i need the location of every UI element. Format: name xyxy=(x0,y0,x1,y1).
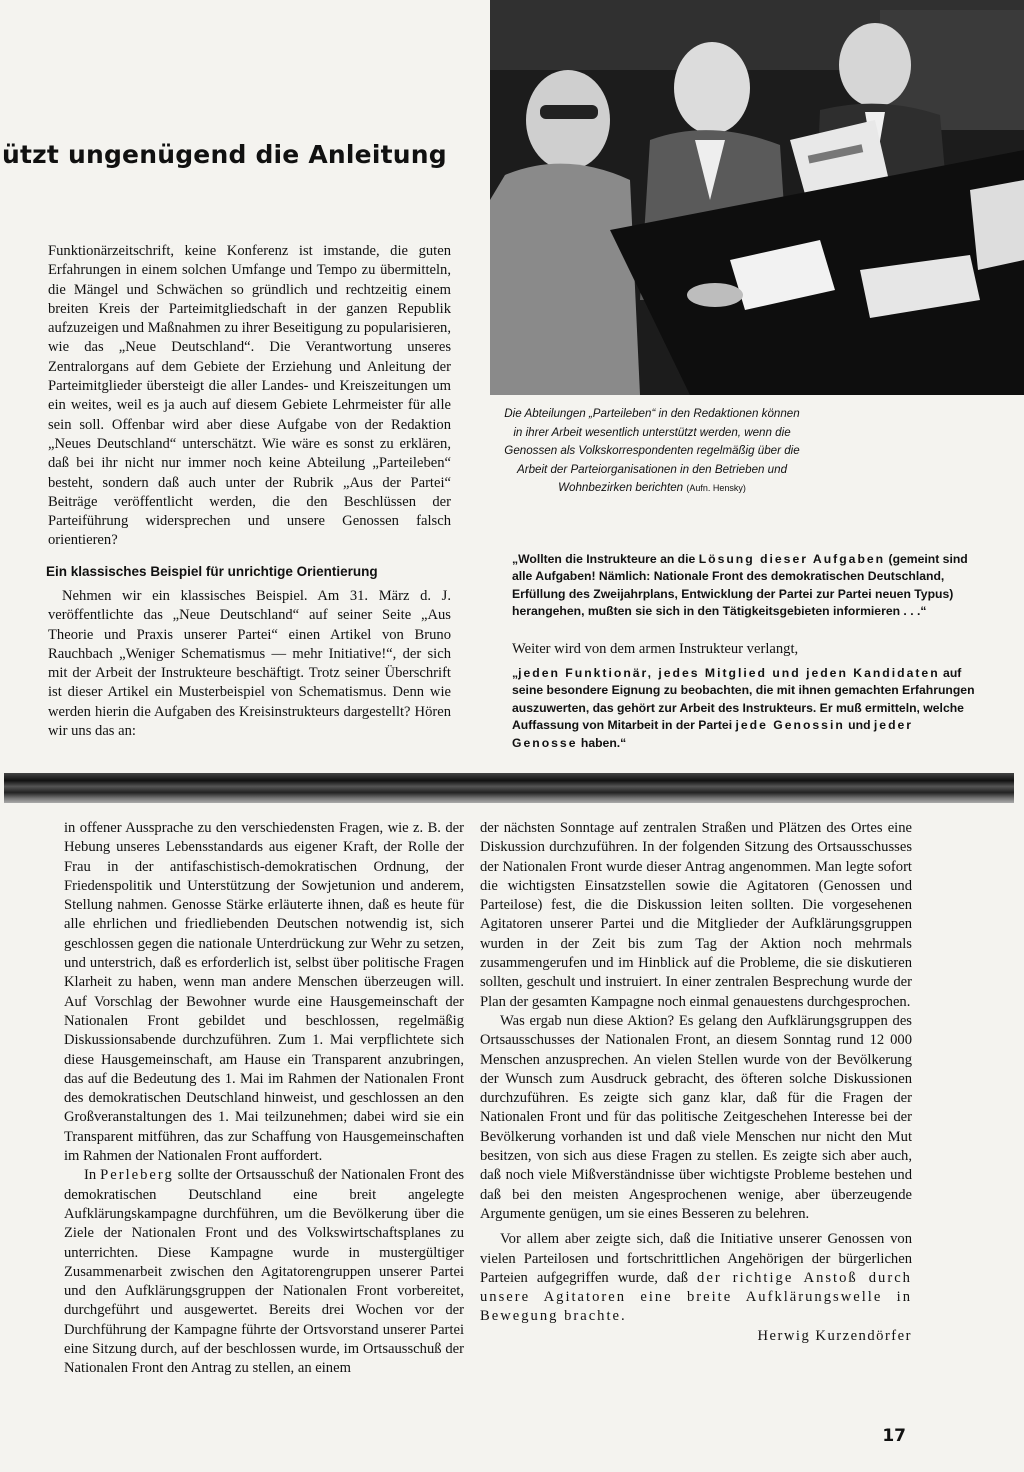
interjection-text: Weiter wird von dem armen Instrukteur verlangt, xyxy=(512,641,799,657)
col1-p2-body: sollte der Ortsausschuß der Nationalen Front des demokratischen Deutschland eine breit angelegte Aufklärungskampagne durchführen, um die Bevölkerung über die Ziele der Nationalen Front und des Volkswirtschaftsplanes zu unterrichten. Diese Kampagne wurde in mustergültiger Zusammenarbeit zwischen den Agitatorengruppen unserer Partei und den Aufklärungsgruppen der Nationalen Front vorbereitet, durchgeführt und ausgewertet. Bereits drei Wochen vor der Durchführung der Kampagne führte der Ortsvorstand unserer Partei eine Sitzung durch, auf der beschlossen wurde, im Ortsausschuß der Nationalen Front den Antrag zu stellen, an einem xyxy=(64,1167,464,1377)
col2-paragraph-2: Was ergab nun diese Aktion? Es gelang den Aufklärungsgruppen des Ortsausschusses der Nationalen Front, an diesem Sonntag rund 12 000 Menschen anzusprechen. An vielen Stellen wurde von der Bevölkerung der Wunsch zum Ausdruck gebracht, des öfteren solche Diskussionen durchzuführen. Es zeigte sich ganz klar, daß für die Fragen der Nationalen Front und für das politische Zeitgeschehen Interesse bei der Bevölkerung vorhanden ist und daß viele Menschen nur nicht den Mut besitzen, von sich aus diese Fragen zu stellen. Es zeigte sich aber auch, daß noch viele Mißverständnisse über wichtigste Probleme bestehen und daß bei den meisten Angesprochenen wenige, aber überzeugende Argumente genügen, um sie eines Besseren zu belehren. xyxy=(480,1012,912,1222)
intro-paragraph: Funktionärzeitschrift, keine Konferenz ist imstande, die guten Erfahrungen in einem solchen Umfange und Tempo zu übermitteln, die Mängel und Schwächen so gründlich und rechtzeitig einem breiten Kreis der Parteimitgliedschaft in der ganzen Republik aufzuzeigen und Maßnahmen zu ihrer Beseitigung zu popularisieren, wie das „Neue Deutschland“. Die Verantwortung unseres Zentralorgans auf dem Gebiete der Erziehung und Anleitung der Parteimitglieder übersteigt die aller Landes- und Kreiszeitungen um ein weites, weil es ja auch auf diesem Gebiete Lehrmeister für alle sein soll. Offenbar wird aber diese Aufgabe von der Redaktion „Neues Deutschland“ unterschätzt. Wie wäre es sonst zu erklären, daß bei ihr nicht nur immer noch keine Abteilung „Parteileben“ besteht, sondern daß auch unter der Rubrik „Aus der Partei“ Beiträge veröffentlicht werden, die den Beschlüssen der Parteiführung widersprechen und unsere Genossen falsch orientieren? xyxy=(48,243,451,549)
photo-caption xyxy=(500,405,804,498)
col2-paragraph-3 xyxy=(480,1230,912,1326)
quote2-and: und xyxy=(844,718,874,733)
quote1-start: „Wollten die Instrukteure an die xyxy=(512,552,699,566)
section-divider xyxy=(4,773,1014,803)
article-headline: ützt ungenügend die Anleitung xyxy=(2,140,447,169)
quote2-middle: auf seine besondere Eignung zu beobachten, die mit ihnen gemachten Erfahrungen auszuwerten, das gehört zur Arbeit des Instrukteurs. Er muß ermitteln, welche Auffassung von Mitarbeit in der Partei xyxy=(512,666,975,733)
col2-paragraph-1: der nächsten Sonntage auf zentralen Straßen und Plätzen des Ortes eine Diskussion durchzuführen. In der folgenden Sitzung des Ortsausschusses der Nationalen Front wurde dieser Antrag angenommen. Man legte sofort die wichtigsten Einsatzstellen sowie die Agitatoren (Genossen und Parteilose) fest, die die Diskussion leiten sollten. Die vorgesehenen Agitatoren unserer Partei und die Mitglieder der Aufklärungsgruppen wurden in der Zeit bis zum Tag der Aktion noch mehrmals zusammengerufen und im Hinblick auf die Probleme, die sie diskutieren sollten, geschult und instruiert. In einer zentralen Besprechung wurde der Plan der gesamten Kampagne noch einmal genauestens durchgesprochen. xyxy=(480,820,912,1010)
caption-text: Die Abteilungen „Parteileben“ in den Redaktionen können in ihrer Arbeit wesentlich unterstützt werden, wenn die Genossen als Volkskorrespondenten regelmäßig über die Arbeit der Parteiorganisationen in den Betrieben und Wohnbezirken berichten xyxy=(504,407,800,495)
bottom-column-left xyxy=(64,819,464,1379)
photo-credit: (Aufn. Hensky) xyxy=(686,483,746,494)
col2-p3-emphasis: der richtige Anstoß durch unsere Agitatoren eine breite Aufklärungswelle in Bewegung brachte. xyxy=(480,1269,912,1325)
section-heading: Ein klassisches Beispiel für unrichtige Orientierung xyxy=(46,564,378,579)
quote1-emphasis: Lösung dieser Aufgaben xyxy=(698,552,886,566)
author-signature: Herwig Kurzendörfer xyxy=(757,1327,912,1344)
col1-paragraph-2 xyxy=(64,1166,464,1378)
col1-paragraph-1: in offener Aussprache zu den verschiedensten Fragen, wie z. B. der Hebung unseres Lebensstandards aus eigener Kraft, der Rolle der Frau in der antifaschistisch-demokratischen Ordnung, der Friedenspolitik und Unterstützung der Sowjetunion und anderem, Stellung nahmen. Genosse Stärke erläuterte ihnen, daß es heute für alle ehrlichen und friedliebenden Deutschen notwendig ist, sich geschlossen gegen die nationale Unterdrückung zur Wehr zu setzen, und unterstrich, daß es erforderlich ist, selbst über politische Fragen Klarheit zu haben, wenn man andere Menschen überzeugen will. Auf Vorschlag der Bewohner wurde eine Hausgemeinschaft der Nationalen Front gebildet und beschlossen, regelmäßig Diskussionsabende durchzuführen. Zum 1. Mai verpflichtete sich diese Hausgemeinschaft, am Hause ein Transparent anzubringen, das auf die Bedeutung des 1. Mai im Rahmen der Nationalen Front des demokratischen Deutschland hinweist, und geschlossen an den Großveranstaltungen des 1. Mai teilzunehmen; dabei wird sie ein Transparent mitführen, das zur Schaffung von Hausgemeinschaften im Rahmen der Nationalen Front auffordert. xyxy=(64,820,464,1165)
quote2-emphasis-2: jede Genossin xyxy=(735,718,845,733)
page-number: 17 xyxy=(882,1426,906,1446)
quote2-open: „ xyxy=(512,666,519,680)
place-name: Perleberg xyxy=(100,1167,174,1184)
meeting-photo xyxy=(490,0,1024,395)
col1-p2-prefix: In xyxy=(84,1167,101,1184)
quote2-emphasis-3: jeder Genosse xyxy=(512,718,914,750)
quote-block-1 xyxy=(512,551,982,621)
quote2-close: haben.“ xyxy=(577,735,627,750)
quote1-end: (gemeint sind alle Aufgaben! Nämlich: Nationale Front des demokratischen Deutschland, Erfüllung des Zweijahrplans, Entwicklung der Partei zur Partei neuen Typus) herangehen, mußten sie sich in den Tätigkeitsgebieten informieren . . .“ xyxy=(512,552,968,619)
bottom-column-right xyxy=(480,819,912,1346)
example-paragraph: Nehmen wir ein klassisches Beispiel. Am 31. März d. J. veröffentlichte das „Neue Deutschland“ auf seiner Seite „Aus Theorie und Praxis unserer Partei“ einen Artikel von Bruno Rauchbach „Weniger Schematismus — mehr Initiative!“, der sich mit der Arbeit der Instrukteure beschäftigt. Trotz seiner Überschrift ist dieser Artikel ein Musterbeispiel von Schematismus. Denn wie werden hierin die Aufgaben des Kreisinstrukteurs dargestellt? Hören wir uns das an: xyxy=(48,588,451,740)
photo-illustration xyxy=(490,0,1024,395)
quote2-emphasis-1: jeden Funktionär, jedes Mitglied und jeden Kandidaten xyxy=(518,666,940,680)
quote-block-2 xyxy=(512,665,982,752)
col2-p3-body: Vor allem aber zeigte sich, daß die Initiative unserer Genossen von vielen Parteilosen und fortschrittlichen Angehörigen der bürgerlichen Parteien aufgegriffen wurde, daß xyxy=(480,1231,912,1286)
